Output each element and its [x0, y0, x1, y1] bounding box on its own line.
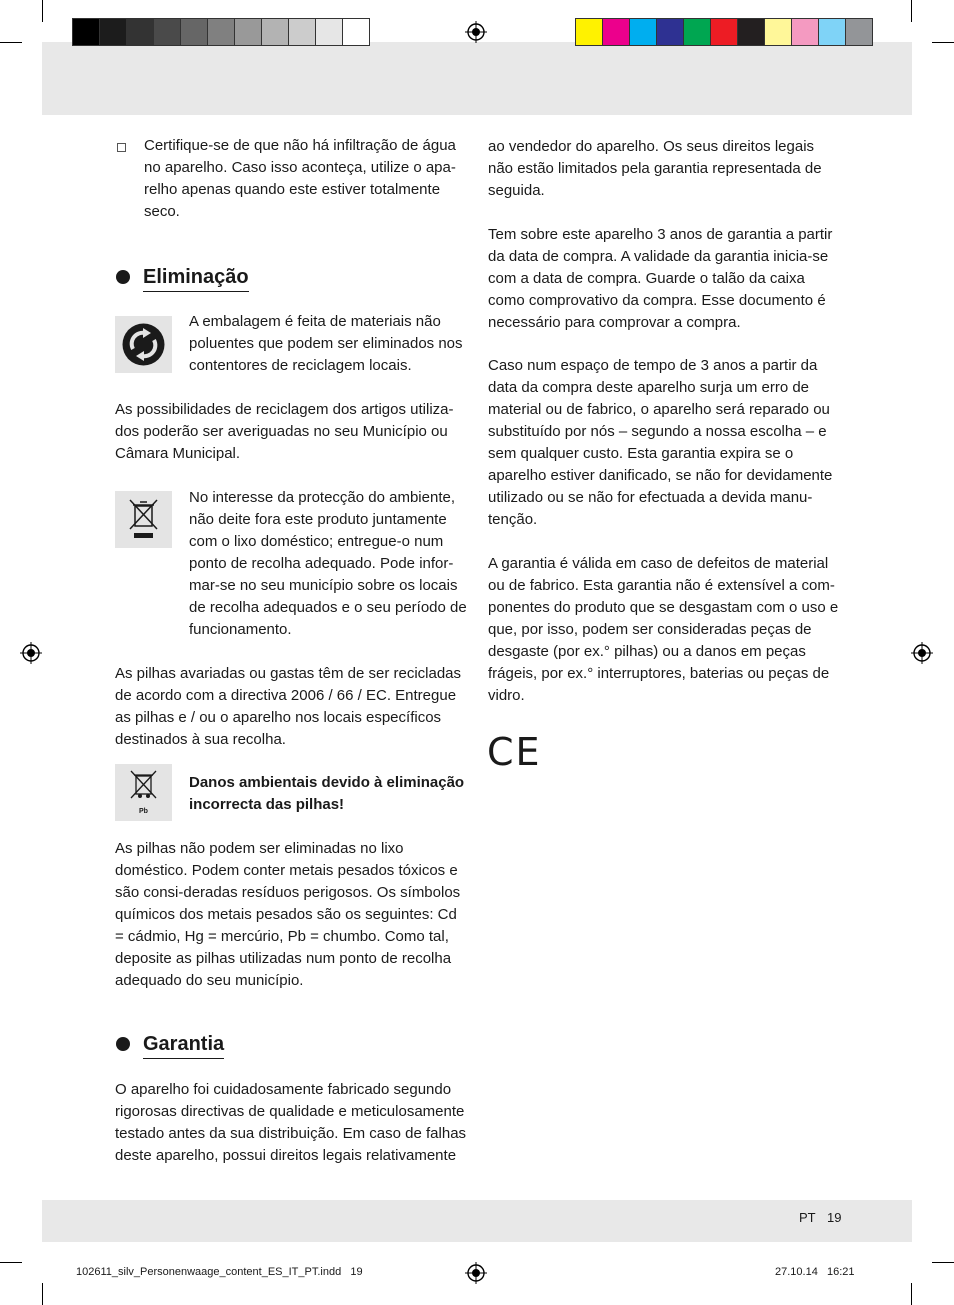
registration-mark-icon	[911, 642, 933, 664]
crop-mark	[0, 42, 22, 43]
registration-mark-icon	[465, 21, 487, 43]
color-swatch	[342, 18, 370, 46]
section-title-eliminacao: Eliminação	[143, 264, 249, 292]
crop-mark	[911, 0, 912, 22]
section-bullet-icon	[116, 1037, 130, 1051]
weee-text: No interesse da protecção do ambiente, não deite fora este produto juntamente com o lixo doméstico; entregue-o num ponto de recolha adequado. Pode infor-mar-se no seu município sobre os locais de recolha adequados e o seu período de funcionamento.	[189, 489, 467, 638]
header-band	[42, 42, 912, 115]
page-number: 19	[827, 1210, 842, 1225]
color-swatch	[845, 18, 873, 46]
heavy-metals-paragraph: As pilhas não podem ser eliminadas no lixo doméstico. Podem conter metais pesados tóxicos e são consi-deradas resíduos perigosos. Os símbolos químicos dos metais pesados são os seguintes: Cd = cádmio, Hg = mercúrio, Pb = chumbo. Como tal, deposite as pilhas utilizadas num ponto de recolha adequado do seu município.	[115, 840, 461, 989]
crop-mark	[932, 1262, 954, 1263]
color-swatch	[207, 18, 235, 46]
recycle-text: A embalagem é feita de materiais não poluentes que podem ser eliminados nos contentores de reciclagem locais.	[189, 313, 463, 374]
battery-warning: Danos ambientais devido à eliminação incorrecta das pilhas!	[189, 774, 465, 813]
footer-band	[42, 1200, 912, 1242]
color-swatch	[153, 18, 181, 46]
crop-mark	[911, 1283, 912, 1305]
battery-icon-box	[115, 764, 172, 821]
bullet-item-text: Certifique-se de que não há infiltração de água no aparelho. Caso isso aconteça, utilize o apa-relho apenas quando este estiver totalmente seco.	[144, 137, 456, 220]
page-language: PT	[799, 1210, 816, 1225]
recycling-info-paragraph: As possibilidades de reciclagem dos artigos utiliza-dos poderão ser averiguadas no seu Município ou Câmara Municipal.	[115, 401, 454, 462]
garantia-intro-paragraph: O aparelho foi cuidadosamente fabricado segundo rigorosas directivas de qualidade e meticulosamente testado antes da sua distribuição. Em caso de falhas deste aparelho, possui direitos legais relativamente	[115, 1081, 467, 1164]
color-swatch	[180, 18, 208, 46]
crop-mark	[0, 1262, 22, 1263]
color-swatch	[737, 18, 765, 46]
warranty-paragraph-3: Caso num espaço de tempo de 3 anos a partir da data da compra deste aparelho surja um erro de material ou de fabrico, o aparelho será reparado ou substituído por nós – segundo a nossa escolha – e sem qualquer custo. Esta garantia expira se o aparelho estiver danificado, se não for devidamente utilizado ou se não for efectuada a devida manu-tenção.	[488, 357, 833, 528]
bullet-square-icon	[117, 143, 126, 152]
section-bullet-icon	[116, 270, 130, 284]
warranty-paragraph-4: A garantia é válida em caso de defeitos de material ou de fabrico. Esta garantia não é extensível a com-ponentes do produto que se desgastam com o uso e que, por isso, podem ser consideradas peças de desgaste (por ex.° pilhas) ou a danos em peças frágeis, por ex.° interruptores, baterias ou peças de vidro.	[488, 555, 839, 704]
crossed-bin-icon	[115, 491, 172, 548]
section-title-garantia: Garantia	[143, 1031, 224, 1059]
color-swatch	[288, 18, 316, 46]
crop-mark	[42, 0, 43, 22]
warranty-paragraph-1: ao vendedor do aparelho. Os seus direitos legais não estão limitados pela garantia representada de seguida.	[488, 138, 822, 199]
color-swatch	[818, 18, 846, 46]
print-date: 27.10.14 16:21	[775, 1266, 855, 1278]
battery-icon-label: Pb	[139, 808, 148, 815]
ce-mark: CE	[487, 730, 542, 774]
color-swatch	[602, 18, 630, 46]
registration-mark-icon	[465, 1262, 487, 1284]
file-slug: 102611_silv_Personenwaage_content_ES_IT_PT.indd 19	[76, 1266, 363, 1278]
color-swatch	[629, 18, 657, 46]
recycle-icon-box	[115, 316, 172, 373]
weee-icon-box	[115, 491, 172, 548]
registration-mark-icon	[20, 642, 42, 664]
green-dot-recycle-icon	[115, 316, 172, 373]
color-swatch	[261, 18, 289, 46]
color-swatch	[791, 18, 819, 46]
color-swatch	[656, 18, 684, 46]
color-swatch	[764, 18, 792, 46]
color-swatch	[99, 18, 127, 46]
color-swatch	[683, 18, 711, 46]
crop-mark	[42, 1283, 43, 1305]
color-swatch	[126, 18, 154, 46]
color-swatch	[72, 18, 100, 46]
color-swatch	[234, 18, 262, 46]
battery-directive-paragraph: As pilhas avariadas ou gastas têm de ser recicladas de acordo com a directiva 2006 / 66 / EC. Entregue as pilhas e / ou o aparelho nos locais específicos destinados à sua recolha.	[115, 665, 462, 748]
color-swatch	[315, 18, 343, 46]
color-swatch	[575, 18, 603, 46]
color-swatch	[710, 18, 738, 46]
crop-mark	[932, 42, 954, 43]
warranty-paragraph-2: Tem sobre este aparelho 3 anos de garantia a partir da data de compra. A validade da garantia inicia-se com a data de compra. Guarde o talão da caixa como comprovativo da compra. Esse documento é necessário para comprovar a compra.	[488, 226, 833, 331]
